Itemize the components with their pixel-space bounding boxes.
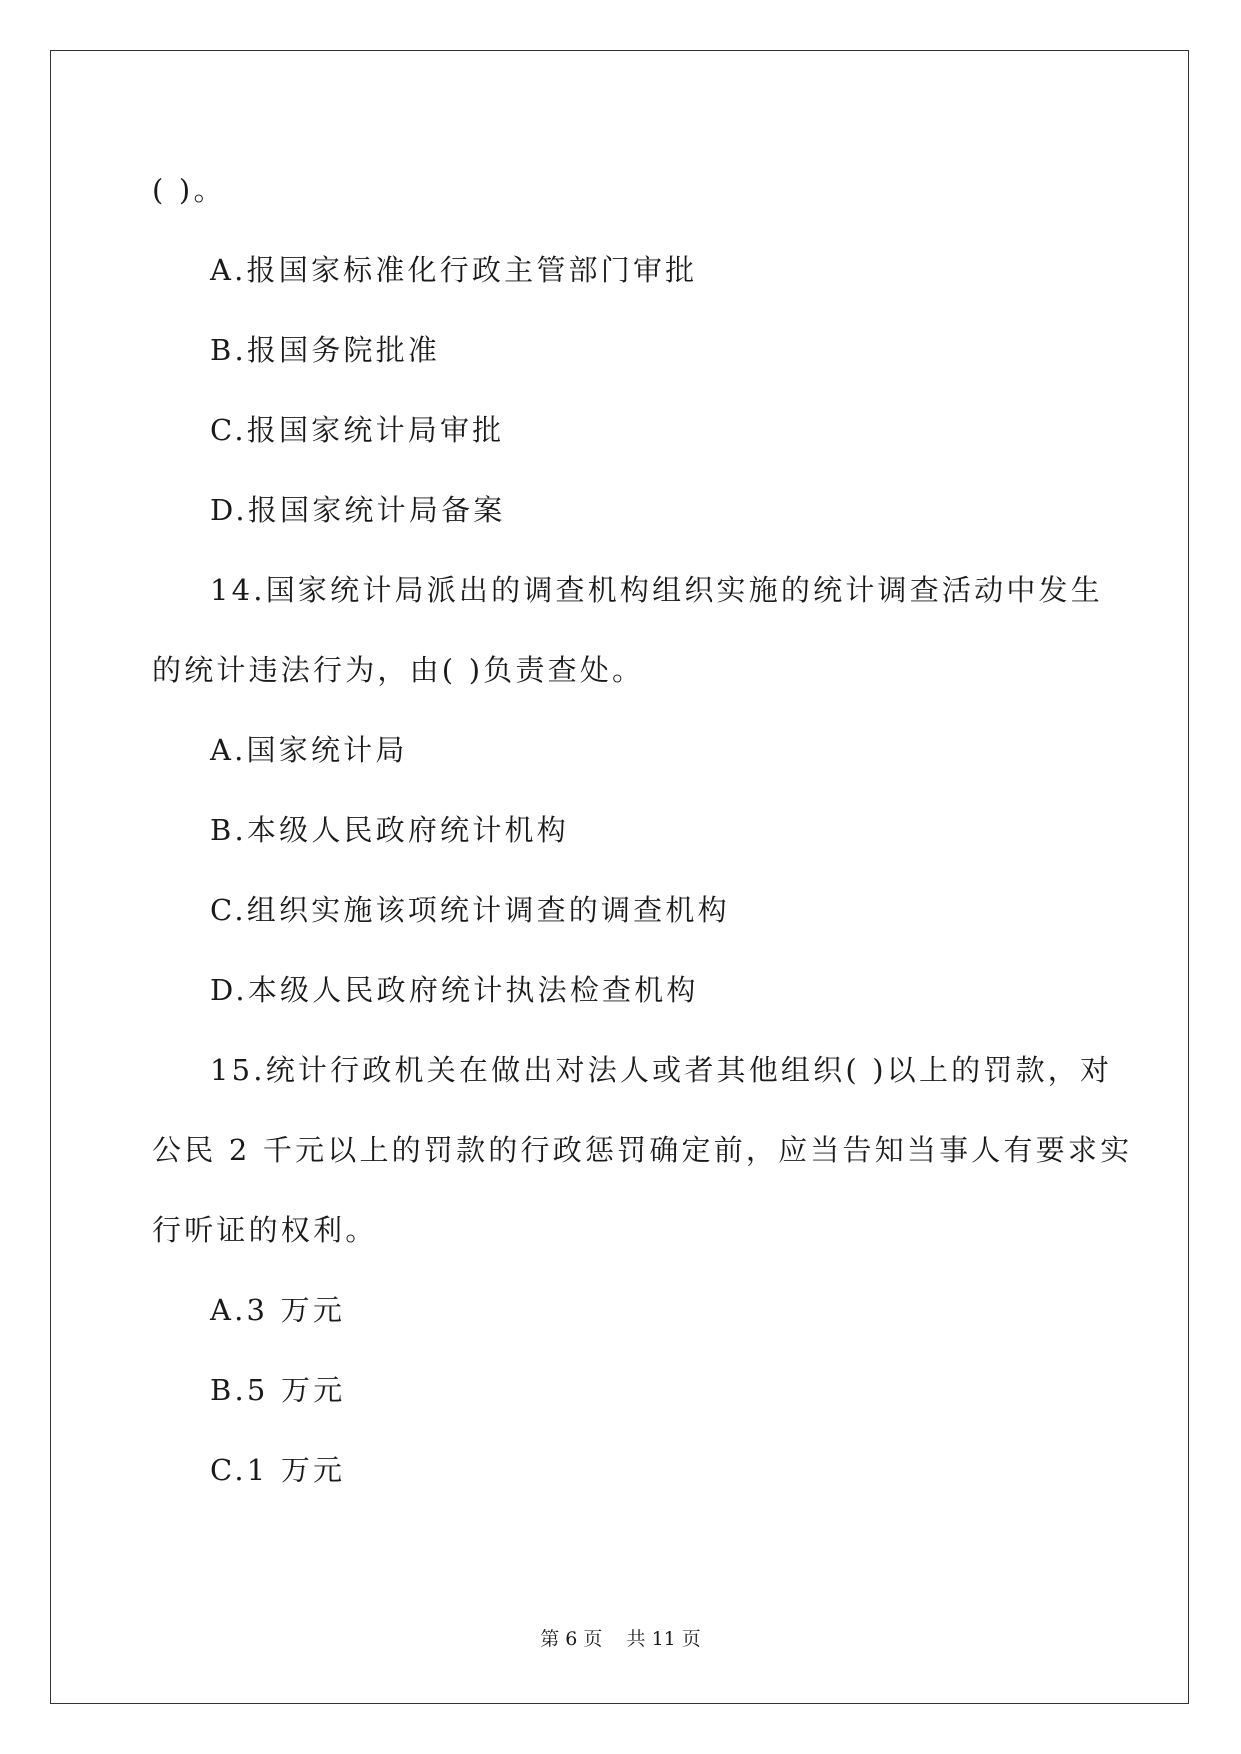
question-15-line-3: 行听证的权利。 [152, 1213, 378, 1247]
option-c-q15: C.1 万元 [210, 1453, 346, 1487]
option-c-q14: C.组织实施该项统计调查的调查机构 [210, 893, 730, 927]
question-14-line-1: 14.国家统计局派出的调查机构组织实施的统计调查活动中发生 [210, 573, 1103, 607]
option-b-q15: B.5 万元 [210, 1373, 346, 1407]
option-d-q14: D.本级人民政府统计执法检查机构 [210, 973, 699, 1007]
option-a-q15: A.3 万元 [210, 1293, 346, 1327]
text-line-1: ( )。 [152, 173, 226, 207]
question-14-line-2: 的统计违法行为，由( )负责查处。 [152, 653, 645, 687]
option-b-q13: B.报国务院批准 [210, 333, 441, 367]
option-a-q13: A.报国家标准化行政主管部门审批 [210, 253, 698, 287]
page-number-footer [0, 1627, 1241, 1651]
option-d-q13: D.报国家统计局备案 [210, 493, 506, 527]
question-15-line-2: 公民 2 千元以上的罚款的行政惩罚确定前，应当告知当事人有要求实 [152, 1133, 1133, 1167]
option-b-q14: B.本级人民政府统计机构 [210, 813, 569, 847]
option-a-q14: A.国家统计局 [210, 733, 408, 767]
page-number-label: 第 6 页 共 11 页 [540, 1628, 701, 1650]
option-c-q13: C.报国家统计局审批 [210, 413, 505, 447]
question-15-line-1: 15.统计行政机关在做出对法人或者其他组织( )以上的罚款，对 [210, 1053, 1113, 1087]
